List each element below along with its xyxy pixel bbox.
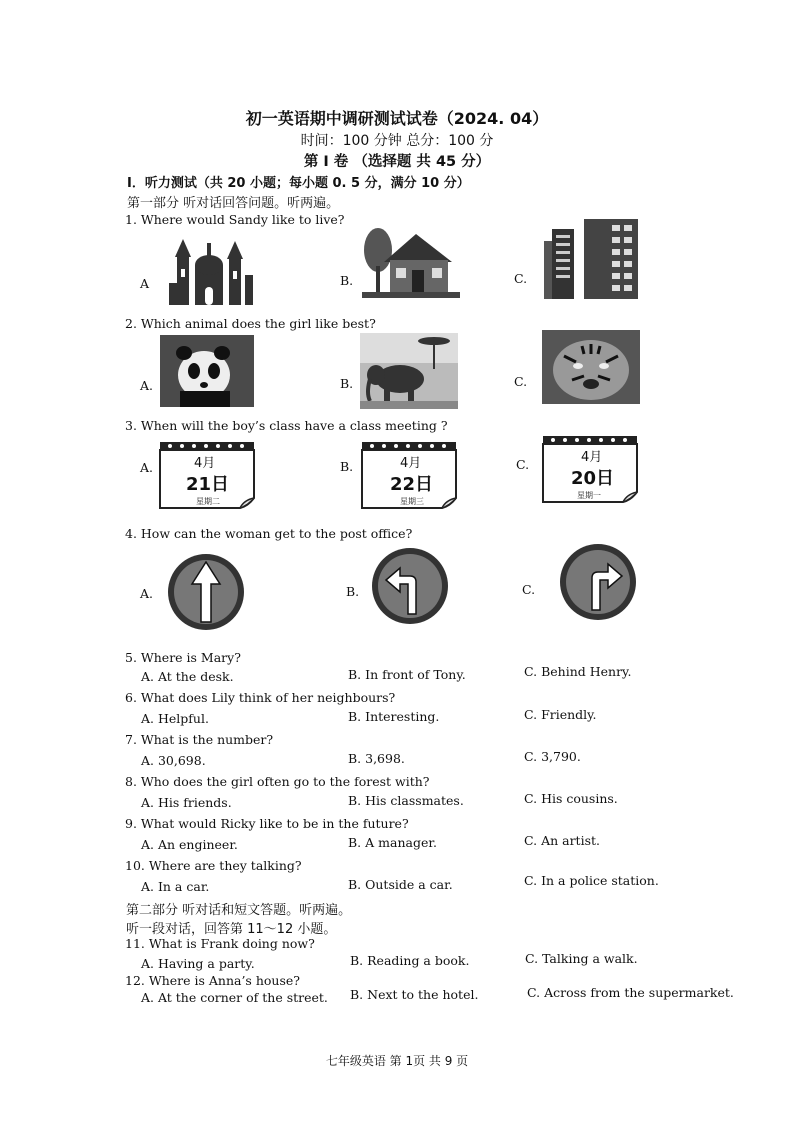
calendar-option-b: [360, 440, 458, 510]
question-1: 1. Where would Sandy like to live?: [125, 212, 345, 227]
question-2: 2. Which animal does the girl like best?: [125, 316, 376, 331]
option-label: B.: [346, 584, 360, 599]
option-label: B.: [340, 459, 354, 474]
question-11: 11. What is Frank doing now?: [125, 936, 315, 951]
tall-buildings-image: [540, 219, 640, 299]
question-3: 3. When will the boy’s class have a class meeting ?: [125, 418, 448, 433]
calendar-day: 20日: [571, 468, 615, 489]
calendar-month: 4月: [581, 450, 603, 465]
question-8: 8. Who does the girl often go to the forest with?: [125, 774, 430, 789]
exam-title: 初一英语期中调研测试试卷（2024. 04）: [245, 109, 549, 128]
option-c: C. 3,790.: [524, 749, 581, 764]
option-label: A.: [140, 378, 154, 393]
panda-image: [160, 335, 254, 407]
calendar-month: 4月: [194, 456, 216, 471]
section-heading: I．听力测试（共 20 小题；每小题 0. 5 分，满分 10 分）: [127, 176, 470, 191]
option-a: A. Helpful.: [141, 711, 209, 726]
question-12: 12. Where is Anna’s house?: [125, 973, 300, 988]
exam-time-and-score: 时间：100 分钟 总分：100 分: [300, 133, 494, 149]
option-label: A: [140, 276, 150, 291]
option-label: C.: [514, 271, 528, 286]
castle-image: [165, 235, 255, 307]
option-label: A.: [140, 460, 154, 475]
option-c: C. His cousins.: [524, 791, 618, 806]
calendar-option-a: [158, 440, 256, 510]
left-turn-sign: [370, 546, 450, 626]
option-a: A. 30,698.: [141, 753, 206, 768]
option-c: C. Talking a walk.: [525, 951, 638, 966]
question-5: 5. Where is Mary?: [125, 650, 241, 665]
question-7: 7. What is the number?: [125, 732, 274, 747]
question-6: 6. What does Lily think of her neighbours?: [125, 690, 396, 705]
option-c: C. In a police station.: [524, 873, 659, 888]
option-label: C.: [514, 374, 528, 389]
option-label: C.: [516, 457, 530, 472]
part2-heading: 第二部分 听对话和短文答题。听两遍。: [126, 903, 352, 918]
option-label: A.: [140, 586, 154, 601]
option-a: A. At the corner of the street.: [141, 990, 328, 1005]
elephant-image: [360, 333, 458, 409]
right-turn-sign: [558, 542, 638, 622]
option-a: A. An engineer.: [141, 837, 238, 852]
part1-heading: 第一部分 听对话回答问题。听两遍。: [127, 196, 340, 211]
option-a: A. Having a party.: [141, 956, 255, 971]
question-4: 4. How can the woman get to the post office?: [125, 526, 413, 541]
option-a: A. His friends.: [141, 795, 232, 810]
calendar-day: 21日: [186, 474, 230, 495]
straight-arrow-sign: [166, 552, 246, 632]
option-b: B. Reading a book.: [350, 953, 470, 968]
part-title: 第 I 卷 （选择题 共 45 分）: [303, 154, 491, 170]
option-b: B. Interesting.: [348, 709, 440, 724]
option-c: C. Across from the supermarket.: [527, 985, 734, 1000]
question-9: 9. What would Ricky like to be in the future?: [125, 816, 409, 831]
option-c: C. Behind Henry.: [524, 664, 632, 679]
option-label: B.: [340, 273, 354, 288]
option-b: B. Next to the hotel.: [350, 987, 479, 1002]
tiger-image: [542, 330, 640, 404]
page-footer: 七年级英语 第 1页 共 9 页: [325, 1054, 469, 1068]
calendar-weekday: 星期三: [400, 497, 424, 506]
option-label: B.: [340, 376, 354, 391]
option-b: B. A manager.: [348, 835, 437, 850]
option-c: C. An artist.: [524, 833, 600, 848]
option-b: B. In front of Tony.: [348, 667, 466, 682]
house-image: [362, 220, 460, 298]
calendar-weekday: 星期一: [577, 491, 601, 500]
question-10: 10. Where are they talking?: [125, 858, 302, 873]
option-label: C.: [522, 582, 536, 597]
part2-intro: 听一段对话，回答第 11～12 小题。: [126, 922, 337, 937]
calendar-option-c: [541, 434, 639, 504]
option-a: A. In a car.: [141, 879, 210, 894]
option-b: B. Outside a car.: [348, 877, 453, 892]
calendar-weekday: 星期二: [196, 497, 220, 506]
option-c: C. Friendly.: [524, 707, 597, 722]
option-b: B. 3,698.: [348, 751, 405, 766]
calendar-day: 22日: [390, 474, 434, 495]
option-a: A. At the desk.: [141, 669, 234, 684]
option-b: B. His classmates.: [348, 793, 464, 808]
calendar-month: 4月: [400, 456, 422, 471]
